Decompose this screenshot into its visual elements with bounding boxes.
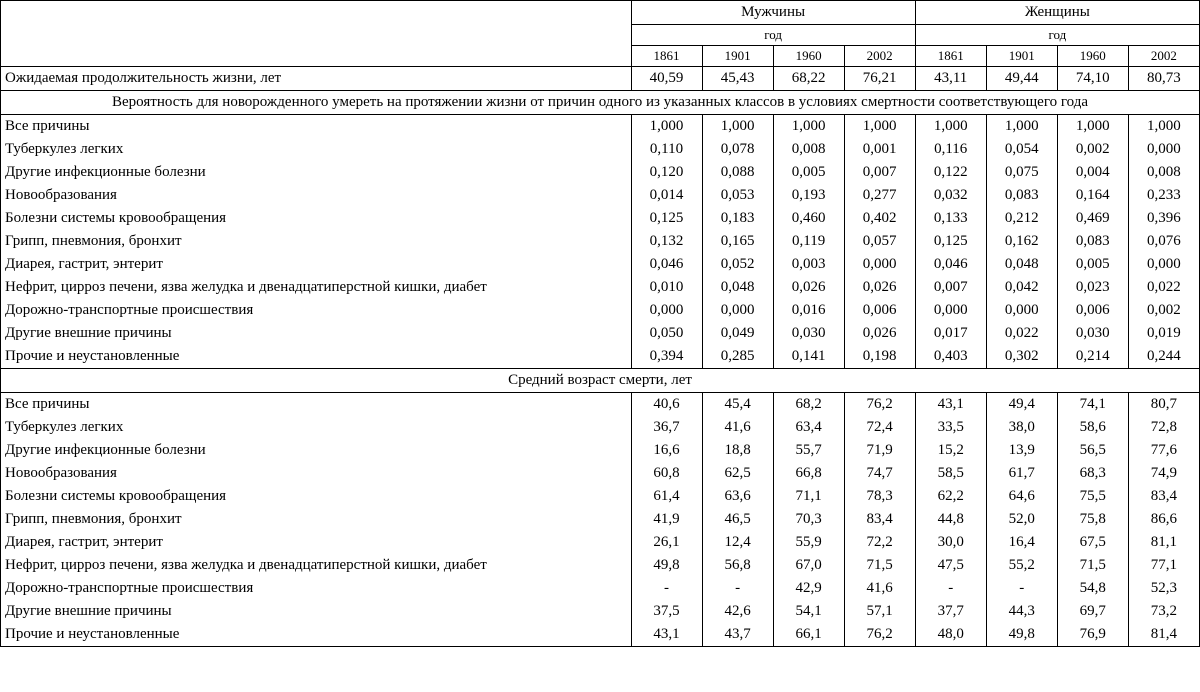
table-row-women-value: 0,022 xyxy=(986,322,1057,345)
table-row-women-value: 71,5 xyxy=(1057,554,1128,577)
table-row-men-value: 0,000 xyxy=(702,299,773,322)
table-row-women-value: 0,046 xyxy=(915,253,986,276)
table-row-women-value: 0,164 xyxy=(1057,184,1128,207)
table-row-women-value: 0,002 xyxy=(1057,138,1128,161)
table-row-men-value: 0,049 xyxy=(702,322,773,345)
table-row-women-value: 62,2 xyxy=(915,485,986,508)
table-row-men-value: 70,3 xyxy=(773,508,844,531)
table-row-women-value: 83,4 xyxy=(1128,485,1199,508)
table-row-women-value: 38,0 xyxy=(986,416,1057,439)
table-row-men-value: 1,000 xyxy=(631,115,702,139)
table-row-label: Диарея, гастрит, энтерит xyxy=(1,531,632,554)
table-row-women-value: 48,0 xyxy=(915,623,986,647)
table-row-women-value: 16,4 xyxy=(986,531,1057,554)
table-row xyxy=(1,253,1200,276)
table-row-women-value: 0,030 xyxy=(1057,322,1128,345)
table-row-label: Дорожно-транспортные происшествия xyxy=(1,577,632,600)
table-row xyxy=(1,485,1200,508)
table-row-women-value: 77,6 xyxy=(1128,439,1199,462)
table-row-women-value: 30,0 xyxy=(915,531,986,554)
table-row-women-value: 0,000 xyxy=(915,299,986,322)
men-header: Мужчины xyxy=(631,1,915,25)
table-row-men-value: 71,9 xyxy=(844,439,915,462)
table-row-women-value: 47,5 xyxy=(915,554,986,577)
table-row xyxy=(1,462,1200,485)
table-row-men-value: 0,460 xyxy=(773,207,844,230)
table-row-women-value: 74,9 xyxy=(1128,462,1199,485)
table-row-women-value: 0,022 xyxy=(1128,276,1199,299)
men-year-label: год xyxy=(631,25,915,46)
table-row-women-value: 68,3 xyxy=(1057,462,1128,485)
table-row-men-value: 0,046 xyxy=(631,253,702,276)
table-row-women-value: 0,002 xyxy=(1128,299,1199,322)
table-row-men-value: 16,6 xyxy=(631,439,702,462)
table-row-men-value: 0,052 xyxy=(702,253,773,276)
table-row-label: Нефрит, цирроз печени, язва желудка и двенадцатиперстной кишки, диабет xyxy=(1,276,632,299)
table-row-men-value: 46,5 xyxy=(702,508,773,531)
table-row-women-value: 0,469 xyxy=(1057,207,1128,230)
table-row-women-value: 33,5 xyxy=(915,416,986,439)
table-row-label: Диарея, гастрит, энтерит xyxy=(1,253,632,276)
table-row-men-value: 76,2 xyxy=(844,623,915,647)
table-row-women-value: 0,302 xyxy=(986,345,1057,369)
table-row-women-value: 1,000 xyxy=(915,115,986,139)
table-row-women-value: 44,3 xyxy=(986,600,1057,623)
table-row-men-value: 37,5 xyxy=(631,600,702,623)
table-row-men-value: 0,010 xyxy=(631,276,702,299)
table-row-men-value: 0,402 xyxy=(844,207,915,230)
table-row-women-value: 0,214 xyxy=(1057,345,1128,369)
table-row-men-value: 71,5 xyxy=(844,554,915,577)
life-expectancy-women-value: 80,73 xyxy=(1128,67,1199,91)
table-row xyxy=(1,230,1200,253)
table-row-men-value: 1,000 xyxy=(844,115,915,139)
table-row-label: Новообразования xyxy=(1,462,632,485)
table-row-men-value: 0,120 xyxy=(631,161,702,184)
table-row-label: Дорожно-транспортные происшествия xyxy=(1,299,632,322)
table-row-label: Новообразования xyxy=(1,184,632,207)
table-row-label: Другие внешние причины xyxy=(1,600,632,623)
table-row-women-value: 43,1 xyxy=(915,393,986,417)
table-row-label: Нефрит, цирроз печени, язва желудка и двенадцатиперстной кишки, диабет xyxy=(1,554,632,577)
table-row-men-value: 41,6 xyxy=(702,416,773,439)
table-row xyxy=(1,207,1200,230)
table-row-men-value: 0,007 xyxy=(844,161,915,184)
table-row-women-value: 0,122 xyxy=(915,161,986,184)
table-row-label: Туберкулез легких xyxy=(1,138,632,161)
table-row-women-value: 49,4 xyxy=(986,393,1057,417)
table-row-men-value: 0,132 xyxy=(631,230,702,253)
age-section-title xyxy=(1,369,1200,393)
table-row-women-value: 1,000 xyxy=(986,115,1057,139)
table-row-men-value: 67,0 xyxy=(773,554,844,577)
table-row-women-value: 61,7 xyxy=(986,462,1057,485)
table-row-men-value: 0,165 xyxy=(702,230,773,253)
table-row-men-value: 63,6 xyxy=(702,485,773,508)
table-row-label: Другие инфекционные болезни xyxy=(1,439,632,462)
table-row-women-value: 75,8 xyxy=(1057,508,1128,531)
table-row-men-value: 66,1 xyxy=(773,623,844,647)
table-row-men-value: 0,053 xyxy=(702,184,773,207)
table-row-men-value: 0,026 xyxy=(844,322,915,345)
table-row-women-value: 0,042 xyxy=(986,276,1057,299)
table-row-women-value: 67,5 xyxy=(1057,531,1128,554)
table-row xyxy=(1,322,1200,345)
table-row-women-value: 81,1 xyxy=(1128,531,1199,554)
life-expectancy-women-value: 49,44 xyxy=(986,67,1057,91)
table-row-men-value: 0,001 xyxy=(844,138,915,161)
men-year-1: 1901 xyxy=(702,46,773,67)
table-row-women-value: 77,1 xyxy=(1128,554,1199,577)
age-section xyxy=(1,393,1200,647)
life-expectancy-women-value: 43,11 xyxy=(915,67,986,91)
table-row xyxy=(1,345,1200,369)
table-row-men-value: 63,4 xyxy=(773,416,844,439)
table-row-women-value: 0,233 xyxy=(1128,184,1199,207)
table-row-women-value: 0,244 xyxy=(1128,345,1199,369)
table-row-women-value: 0,008 xyxy=(1128,161,1199,184)
table-row-women-value: 49,8 xyxy=(986,623,1057,647)
table-row-women-value: 76,9 xyxy=(1057,623,1128,647)
table-row-men-value: 0,183 xyxy=(702,207,773,230)
table-row-men-value: 41,9 xyxy=(631,508,702,531)
probability-title: Вероятность для новорожденного умереть на протяжении жизни от причин одного из указанных классов в условиях смертности соответствующего года xyxy=(1,91,1200,115)
table-row-label: Болезни системы кровообращения xyxy=(1,207,632,230)
table-row-men-value: 72,2 xyxy=(844,531,915,554)
table-row-label: Все причины xyxy=(1,115,632,139)
table-row-men-value: 18,8 xyxy=(702,439,773,462)
table-row-men-value: 36,7 xyxy=(631,416,702,439)
table-row-men-value: 0,008 xyxy=(773,138,844,161)
probability-section-title xyxy=(1,91,1200,115)
table-row-men-value: 0,005 xyxy=(773,161,844,184)
table-row xyxy=(1,623,1200,647)
table-row-women-value: 80,7 xyxy=(1128,393,1199,417)
table-row-women-value: 86,6 xyxy=(1128,508,1199,531)
table-row xyxy=(1,531,1200,554)
life-expectancy-women-value: 74,10 xyxy=(1057,67,1128,91)
table-row-women-value: 0,403 xyxy=(915,345,986,369)
table-row-label: Прочие и неустановленные xyxy=(1,623,632,647)
men-year-2: 1960 xyxy=(773,46,844,67)
table-row-men-value: 40,6 xyxy=(631,393,702,417)
women-header: Женщины xyxy=(915,1,1199,25)
table-row-men-value: 1,000 xyxy=(702,115,773,139)
women-year-1: 1901 xyxy=(986,46,1057,67)
table-row-men-value: 0,277 xyxy=(844,184,915,207)
life-expectancy-label: Ожидаемая продолжительность жизни, лет xyxy=(1,67,632,91)
table-row-women-value: 15,2 xyxy=(915,439,986,462)
table-row-men-value: 0,193 xyxy=(773,184,844,207)
table-row-men-value: 0,006 xyxy=(844,299,915,322)
table-row-men-value: 49,8 xyxy=(631,554,702,577)
table-row xyxy=(1,299,1200,322)
life-expectancy-men-value: 45,43 xyxy=(702,67,773,91)
table-row-men-value: 43,1 xyxy=(631,623,702,647)
table-row xyxy=(1,115,1200,139)
table-row-men-value: 55,7 xyxy=(773,439,844,462)
table-row-women-value: 0,083 xyxy=(986,184,1057,207)
table-row xyxy=(1,600,1200,623)
table-row-women-value: 81,4 xyxy=(1128,623,1199,647)
table-row-women-value: 0,162 xyxy=(986,230,1057,253)
table-row-men-value: 0,030 xyxy=(773,322,844,345)
table-row-men-value: 0,088 xyxy=(702,161,773,184)
table-row-men-value: 26,1 xyxy=(631,531,702,554)
table-row-women-value: 0,212 xyxy=(986,207,1057,230)
table-row-men-value: 76,2 xyxy=(844,393,915,417)
table-row-women-value: 69,7 xyxy=(1057,600,1128,623)
table-row-women-value: 0,396 xyxy=(1128,207,1199,230)
table-row-men-value: 0,050 xyxy=(631,322,702,345)
table-row-men-value: 83,4 xyxy=(844,508,915,531)
table-row-women-value: 73,2 xyxy=(1128,600,1199,623)
table-row-women-value: 44,8 xyxy=(915,508,986,531)
table-row-men-value: 41,6 xyxy=(844,577,915,600)
table-row-men-value: 66,8 xyxy=(773,462,844,485)
table-row-women-value: 0,007 xyxy=(915,276,986,299)
table-row-women-value: 0,004 xyxy=(1057,161,1128,184)
table-row-men-value: 0,394 xyxy=(631,345,702,369)
corner-cell xyxy=(1,1,632,67)
table-row-women-value: 37,7 xyxy=(915,600,986,623)
table-row-men-value: 0,110 xyxy=(631,138,702,161)
table-header xyxy=(1,1,1200,67)
table-row-women-value: 64,6 xyxy=(986,485,1057,508)
table-row-men-value: 55,9 xyxy=(773,531,844,554)
table-row-label: Грипп, пневмония, бронхит xyxy=(1,230,632,253)
table-row-men-value: 43,7 xyxy=(702,623,773,647)
women-year-2: 1960 xyxy=(1057,46,1128,67)
life-expectancy-men-value: 68,22 xyxy=(773,67,844,91)
men-year-0: 1861 xyxy=(631,46,702,67)
men-year-3: 2002 xyxy=(844,46,915,67)
table-row-women-value: 56,5 xyxy=(1057,439,1128,462)
table-row-label: Болезни системы кровообращения xyxy=(1,485,632,508)
table-row-women-value: 0,000 xyxy=(1128,253,1199,276)
women-year-label: год xyxy=(915,25,1199,46)
table-row-women-value: 52,0 xyxy=(986,508,1057,531)
table-row-women-value: 0,000 xyxy=(986,299,1057,322)
table-row-label: Прочие и неустановленные xyxy=(1,345,632,369)
probability-section xyxy=(1,115,1200,369)
table-row-men-value: 0,026 xyxy=(773,276,844,299)
table-row-men-value: 74,7 xyxy=(844,462,915,485)
table-row-women-value: 0,116 xyxy=(915,138,986,161)
table-row-men-value: - xyxy=(702,577,773,600)
table-row-men-value: 0,026 xyxy=(844,276,915,299)
table-row-men-value: 0,285 xyxy=(702,345,773,369)
women-year-0: 1861 xyxy=(915,46,986,67)
table-row-men-value: 60,8 xyxy=(631,462,702,485)
table-row xyxy=(1,393,1200,417)
table-row-men-value: 57,1 xyxy=(844,600,915,623)
table-row-women-value: 13,9 xyxy=(986,439,1057,462)
table-row-label: Другие внешние причины xyxy=(1,322,632,345)
table-row xyxy=(1,138,1200,161)
table-row xyxy=(1,276,1200,299)
table-row-women-value: 0,048 xyxy=(986,253,1057,276)
table-row-men-value: 0,198 xyxy=(844,345,915,369)
table-row-label: Туберкулез легких xyxy=(1,416,632,439)
table-row-label: Грипп, пневмония, бронхит xyxy=(1,508,632,531)
table-row-women-value: 58,6 xyxy=(1057,416,1128,439)
table-row-men-value: 0,003 xyxy=(773,253,844,276)
table-row-men-value: 56,8 xyxy=(702,554,773,577)
age-title: Средний возраст смерти, лет xyxy=(1,369,1200,393)
table-row-women-value: 74,1 xyxy=(1057,393,1128,417)
table-row-label: Все причины xyxy=(1,393,632,417)
table-row-women-value: 0,076 xyxy=(1128,230,1199,253)
table-row xyxy=(1,161,1200,184)
table-row-women-value: 0,054 xyxy=(986,138,1057,161)
table-row-men-value: 45,4 xyxy=(702,393,773,417)
table-row-men-value: 72,4 xyxy=(844,416,915,439)
table-row-men-value: 0,048 xyxy=(702,276,773,299)
life-expectancy-row xyxy=(1,67,1200,91)
table-row xyxy=(1,416,1200,439)
table-row-men-value: 0,016 xyxy=(773,299,844,322)
table-row-women-value: - xyxy=(915,577,986,600)
table-row-women-value: 0,023 xyxy=(1057,276,1128,299)
table-row-men-value: 0,078 xyxy=(702,138,773,161)
table-row-women-value: 75,5 xyxy=(1057,485,1128,508)
table-row-women-value: 0,019 xyxy=(1128,322,1199,345)
table-row-men-value: 0,000 xyxy=(844,253,915,276)
table-row-women-value: 0,017 xyxy=(915,322,986,345)
table-row-men-value: 54,1 xyxy=(773,600,844,623)
women-year-3: 2002 xyxy=(1128,46,1199,67)
table-row-men-value: 0,057 xyxy=(844,230,915,253)
table-row xyxy=(1,439,1200,462)
table-row-men-value: 62,5 xyxy=(702,462,773,485)
table-row-men-value: 0,119 xyxy=(773,230,844,253)
table-row-women-value: 0,125 xyxy=(915,230,986,253)
table-row-women-value: - xyxy=(986,577,1057,600)
table-row-women-value: 55,2 xyxy=(986,554,1057,577)
table-row-women-value: 0,006 xyxy=(1057,299,1128,322)
table-row-men-value: 12,4 xyxy=(702,531,773,554)
table-row xyxy=(1,577,1200,600)
life-expectancy-men-value: 40,59 xyxy=(631,67,702,91)
table-row-men-value: - xyxy=(631,577,702,600)
table-row-men-value: 0,125 xyxy=(631,207,702,230)
life-expectancy-section xyxy=(1,67,1200,91)
table-row-men-value: 68,2 xyxy=(773,393,844,417)
table-row xyxy=(1,508,1200,531)
table-row-men-value: 0,141 xyxy=(773,345,844,369)
life-expectancy-men-value: 76,21 xyxy=(844,67,915,91)
table-row-men-value: 71,1 xyxy=(773,485,844,508)
table-row-men-value: 61,4 xyxy=(631,485,702,508)
table-row-men-value: 42,9 xyxy=(773,577,844,600)
table-row xyxy=(1,554,1200,577)
table-row-label: Другие инфекционные болезни xyxy=(1,161,632,184)
table-row-women-value: 1,000 xyxy=(1128,115,1199,139)
table-row-women-value: 58,5 xyxy=(915,462,986,485)
table-row-women-value: 0,000 xyxy=(1128,138,1199,161)
table-row-men-value: 0,014 xyxy=(631,184,702,207)
table-row-women-value: 0,005 xyxy=(1057,253,1128,276)
table-row-women-value: 72,8 xyxy=(1128,416,1199,439)
table-row-women-value: 0,133 xyxy=(915,207,986,230)
table-row-men-value: 78,3 xyxy=(844,485,915,508)
table-row-women-value: 54,8 xyxy=(1057,577,1128,600)
table-row-women-value: 52,3 xyxy=(1128,577,1199,600)
table-row-women-value: 0,032 xyxy=(915,184,986,207)
table-row xyxy=(1,184,1200,207)
table-row-men-value: 0,000 xyxy=(631,299,702,322)
table-row-women-value: 0,075 xyxy=(986,161,1057,184)
table-row-women-value: 1,000 xyxy=(1057,115,1128,139)
table-row-men-value: 1,000 xyxy=(773,115,844,139)
table-row-men-value: 42,6 xyxy=(702,600,773,623)
table-row-women-value: 0,083 xyxy=(1057,230,1128,253)
